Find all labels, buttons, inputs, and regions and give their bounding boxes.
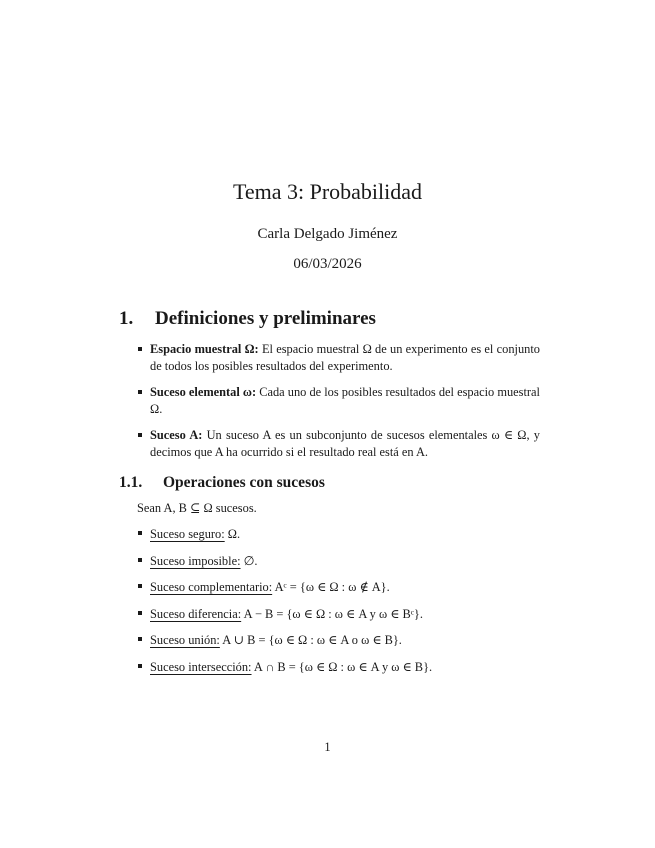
operation-formula: Aᶜ = {ω ∈ Ω : ω ∉ A}. bbox=[272, 580, 390, 594]
bullet-icon bbox=[138, 664, 142, 668]
list-item bbox=[150, 341, 540, 374]
operation-label: Suceso imposible: bbox=[150, 553, 241, 568]
operation-label: Suceso diferencia: bbox=[150, 606, 242, 621]
operations-list bbox=[150, 526, 550, 685]
subsection-number: 1.1. bbox=[119, 474, 143, 491]
document-title: Tema 3: Probabilidad bbox=[232, 179, 423, 204]
definition-term: Suceso elemental ω: bbox=[150, 385, 257, 399]
section-heading bbox=[119, 307, 376, 331]
operation-formula: A ∪ B = {ω ∈ Ω : ω ∈ A o ω ∈ B}. bbox=[219, 633, 402, 647]
list-item bbox=[150, 606, 550, 633]
definition-text: Cada uno de los posibles resultados del espacio muestral Ω. bbox=[150, 385, 540, 416]
operation-formula: A ∩ B = {ω ∈ Ω : ω ∈ A y ω ∈ B}. bbox=[251, 659, 433, 674]
definitions-list bbox=[150, 341, 540, 470]
operation-label: Suceso complementario: bbox=[150, 580, 273, 594]
document-author: Carla Delgado Jiménez bbox=[257, 226, 398, 242]
definition-term: Espacio muestral Ω: bbox=[150, 342, 259, 356]
list-item bbox=[150, 579, 550, 606]
list-item bbox=[150, 427, 540, 460]
section-number: 1. bbox=[119, 308, 134, 329]
list-item bbox=[150, 526, 550, 553]
subsection-heading bbox=[119, 473, 325, 493]
definition-term: Suceso A: bbox=[150, 428, 203, 442]
operation-formula: Ω. bbox=[224, 527, 241, 541]
subsection-title: Operaciones con sucesos bbox=[163, 474, 325, 491]
bullet-icon bbox=[138, 584, 142, 588]
list-item bbox=[150, 553, 550, 580]
bullet-icon bbox=[138, 611, 142, 615]
operation-label: Suceso intersección: bbox=[150, 659, 252, 674]
document-date: 06/03/2026 bbox=[293, 256, 362, 272]
operation-formula: A − B = {ω ∈ Ω : ω ∈ A y ω ∈ Bᶜ}. bbox=[241, 606, 423, 621]
bullet-icon bbox=[138, 637, 142, 641]
operation-label: Suceso seguro: bbox=[150, 527, 225, 541]
list-item bbox=[150, 384, 540, 417]
bullet-icon bbox=[138, 433, 142, 437]
operation-label: Suceso unión: bbox=[150, 633, 220, 647]
operation-formula: ∅. bbox=[240, 553, 258, 568]
list-item bbox=[150, 632, 550, 659]
bullet-icon bbox=[138, 558, 142, 562]
list-item bbox=[150, 659, 550, 686]
section-title: Definiciones y preliminares bbox=[155, 308, 376, 329]
definition-text: El espacio muestral Ω de un experimento es el conjunto de todos los posibles resultados del experimento. bbox=[150, 342, 540, 373]
subsection-intro: Sean A, B ⊆ Ω sucesos. bbox=[137, 501, 257, 515]
page-number: 1 bbox=[324, 740, 331, 754]
bullet-icon bbox=[138, 531, 142, 535]
definition-text: Un suceso A es un subconjunto de sucesos elementales ω ∈ Ω, y decimos que A ha ocurrido si el resultado real está en A. bbox=[150, 428, 540, 459]
bullet-icon bbox=[138, 347, 142, 351]
bullet-icon bbox=[138, 390, 142, 394]
